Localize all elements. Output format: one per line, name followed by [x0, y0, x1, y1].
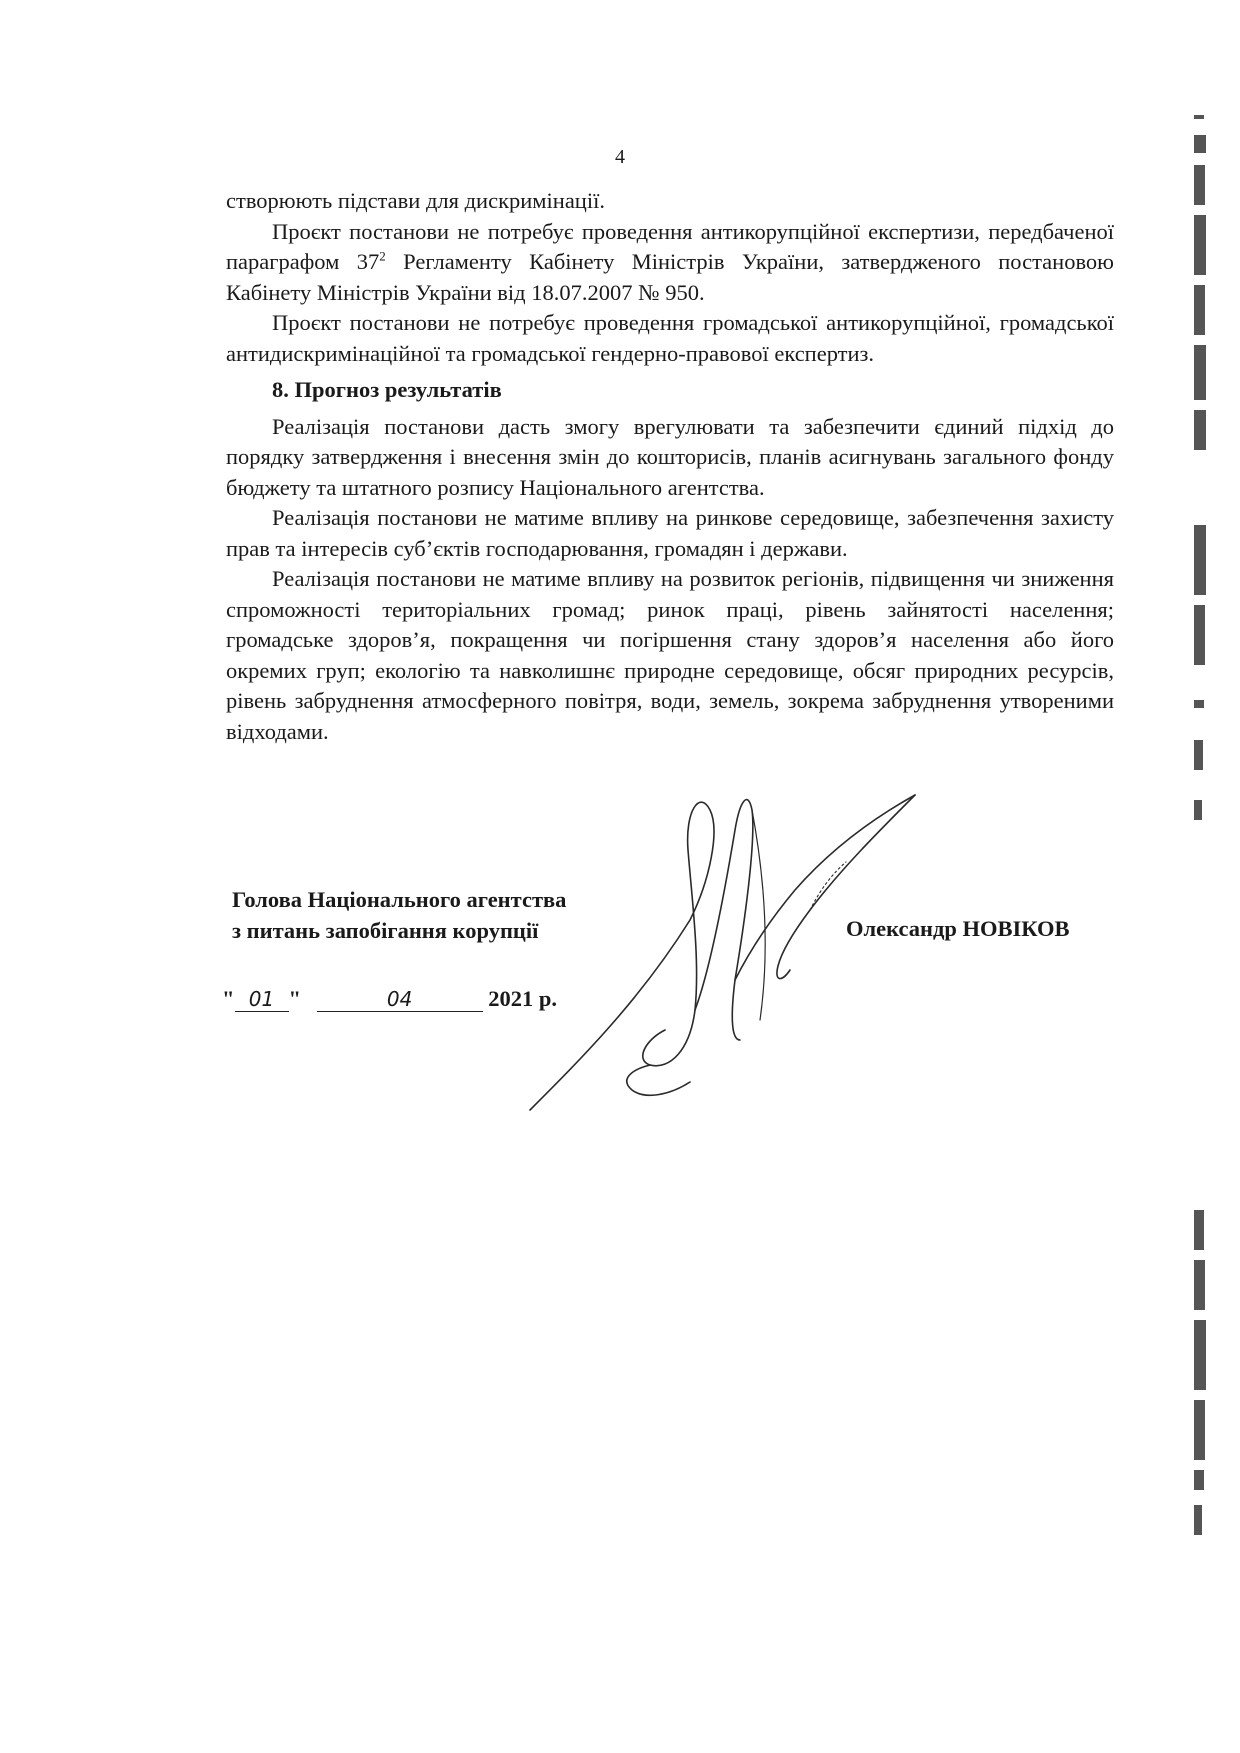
signatory-title — [232, 884, 566, 946]
paragraph-text: Проєкт постанови не потребує проведення антикорупційної експертизи, передбаченої параграфом 37 — [226, 218, 1114, 274]
signatory-title-line2: з питань запобігання корупції — [232, 918, 539, 943]
paragraph-result-3: Реалізація постанови не матиме впливу на розвиток регіонів, підвищення чи зниження спроможності територіальних громад; ринок праці, рівень зайнятості населення; громадське здоров’я, покращення чи погіршення стану здоров’я населення або його окремих груп; екологію та навколишнє природне середовище, обсяг природних ресурсів, рівень забруднення атмосферного повітря, води, земель, зокрема забруднення утвореними відходами. — [226, 566, 1114, 744]
date-month: 04 — [317, 987, 483, 1012]
signatory-name: Олександр НОВІКОВ — [846, 916, 1070, 941]
date-open-quote: " — [222, 986, 235, 1011]
paragraph-continuation: створюють підстави для дискримінації. — [226, 188, 605, 213]
paragraph-result-2: Реалізація постанови не матиме впливу на ринкове середовище, забезпечення захисту прав та інтересів суб’єктів господарювання, громадян і держави. — [226, 505, 1114, 561]
paragraph-result-1: Реалізація постанови дасть змогу врегулювати та забезпечити єдиний підхід до порядку затвердження і внесення змін до кошторисів, планів асигнувань загального фонду бюджету та штатного розпису Національного агентства. — [226, 413, 1114, 500]
signing-date — [222, 986, 557, 1012]
date-day: 01 — [235, 987, 289, 1012]
date-close-quote: " — [288, 986, 301, 1011]
paragraph-anticorruption-expertise — [226, 217, 1114, 309]
scan-edge-marks — [1180, 0, 1240, 1753]
date-year: 2021 р. — [488, 986, 558, 1011]
page-number: 4 — [615, 146, 625, 168]
signatory-title-line1: Голова Національного агентства — [232, 887, 567, 912]
handwritten-signature — [520, 770, 950, 1120]
section-heading: 8. Прогноз результатів — [272, 377, 502, 402]
paragraph-public-expertise: Проєкт постанови не потребує проведення громадської антикорупційної, громадської антидискримінаційної та громадської гендерно-правової експертиз. — [226, 310, 1114, 366]
paragraph-text: Регламенту Кабінету Міністрів України, затвердженого постановою Кабінету Міністрів України від 18.07.2007 № 950. — [226, 249, 1114, 305]
superscript: 2 — [379, 248, 386, 264]
document-body — [226, 186, 1114, 747]
